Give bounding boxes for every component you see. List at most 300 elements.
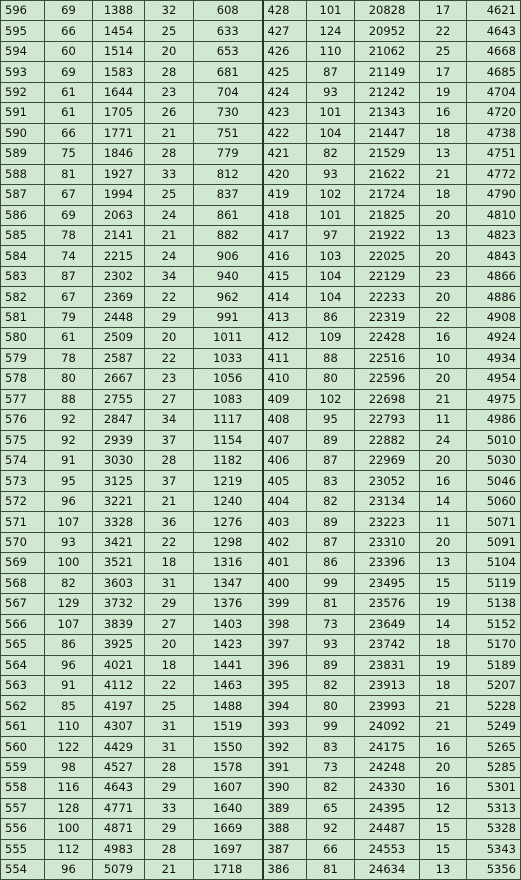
table-row <box>1 328 521 348</box>
table-row <box>1 410 521 430</box>
cell-count-a: 128 <box>45 798 93 818</box>
cell-score-a: 566 <box>1 614 45 634</box>
cell-cumulative-a: 4197 <box>93 696 145 716</box>
cell-score-c: 398 <box>263 614 307 634</box>
cell-cumulative-a: 3521 <box>93 553 145 573</box>
cell-count-c: 93 <box>307 82 355 102</box>
cell-count-d: 11 <box>420 512 467 532</box>
cell-count-c: 104 <box>307 266 355 286</box>
cell-cumulative-a: 1705 <box>93 103 145 123</box>
cell-cumulative-c: 24330 <box>355 778 420 798</box>
cell-score-a: 559 <box>1 757 45 777</box>
cell-cumulative-c: 24092 <box>355 716 420 736</box>
table-row <box>1 696 521 716</box>
cell-count-d: 18 <box>420 185 467 205</box>
table-row <box>1 287 521 307</box>
cell-count-b: 29 <box>145 594 194 614</box>
cell-score-a: 563 <box>1 675 45 695</box>
cell-cumulative-d: 5091 <box>467 532 521 552</box>
cell-score-a: 593 <box>1 62 45 82</box>
cell-cumulative-c: 21622 <box>355 164 420 184</box>
cell-cumulative-c: 23576 <box>355 594 420 614</box>
cell-cumulative-d: 4843 <box>467 246 521 266</box>
cell-count-b: 24 <box>145 246 194 266</box>
cell-cumulative-b: 1578 <box>194 757 263 777</box>
cell-count-b: 22 <box>145 348 194 368</box>
cell-cumulative-d: 5046 <box>467 471 521 491</box>
cell-cumulative-b: 1056 <box>194 369 263 389</box>
cell-cumulative-d: 5207 <box>467 675 521 695</box>
cell-count-d: 15 <box>420 573 467 593</box>
cell-count-b: 28 <box>145 839 194 859</box>
cell-score-a: 554 <box>1 860 45 880</box>
cell-score-c: 394 <box>263 696 307 716</box>
cell-cumulative-d: 4986 <box>467 410 521 430</box>
cell-cumulative-c: 23310 <box>355 532 420 552</box>
cell-cumulative-c: 22793 <box>355 410 420 430</box>
cell-cumulative-d: 4886 <box>467 287 521 307</box>
cell-cumulative-c: 23993 <box>355 696 420 716</box>
cell-count-c: 102 <box>307 389 355 409</box>
cell-score-c: 424 <box>263 82 307 102</box>
cell-cumulative-c: 21343 <box>355 103 420 123</box>
cell-count-d: 12 <box>420 798 467 818</box>
cell-cumulative-b: 704 <box>194 82 263 102</box>
cell-cumulative-a: 1771 <box>93 123 145 143</box>
cell-cumulative-c: 24634 <box>355 860 420 880</box>
cell-cumulative-c: 22969 <box>355 450 420 470</box>
cell-cumulative-d: 4772 <box>467 164 521 184</box>
cell-cumulative-b: 1550 <box>194 737 263 757</box>
cell-count-d: 19 <box>420 82 467 102</box>
cell-count-b: 20 <box>145 635 194 655</box>
table-row <box>1 594 521 614</box>
cell-count-a: 78 <box>45 225 93 245</box>
cell-score-a: 573 <box>1 471 45 491</box>
cell-count-b: 23 <box>145 82 194 102</box>
cell-cumulative-d: 4908 <box>467 307 521 327</box>
cell-count-d: 21 <box>420 716 467 736</box>
cell-count-c: 82 <box>307 675 355 695</box>
cell-score-c: 427 <box>263 21 307 41</box>
cell-score-c: 395 <box>263 675 307 695</box>
cell-count-c: 66 <box>307 839 355 859</box>
cell-cumulative-b: 1276 <box>194 512 263 532</box>
cell-count-c: 73 <box>307 614 355 634</box>
cell-cumulative-c: 23742 <box>355 635 420 655</box>
cell-cumulative-a: 4771 <box>93 798 145 818</box>
cell-count-d: 19 <box>420 594 467 614</box>
cell-count-a: 96 <box>45 491 93 511</box>
cell-cumulative-d: 4720 <box>467 103 521 123</box>
table-row <box>1 82 521 102</box>
cell-count-d: 16 <box>420 737 467 757</box>
table-row <box>1 716 521 736</box>
cell-score-a: 567 <box>1 594 45 614</box>
cell-count-c: 101 <box>307 103 355 123</box>
cell-cumulative-b: 906 <box>194 246 263 266</box>
cell-cumulative-d: 4685 <box>467 62 521 82</box>
cell-score-c: 413 <box>263 307 307 327</box>
table-row <box>1 655 521 675</box>
cell-cumulative-b: 1669 <box>194 819 263 839</box>
cell-count-d: 20 <box>420 246 467 266</box>
cell-count-c: 110 <box>307 41 355 61</box>
cell-count-d: 18 <box>420 675 467 695</box>
cell-count-d: 15 <box>420 819 467 839</box>
cell-count-d: 20 <box>420 369 467 389</box>
cell-count-d: 16 <box>420 103 467 123</box>
cell-cumulative-a: 4983 <box>93 839 145 859</box>
cell-cumulative-b: 1423 <box>194 635 263 655</box>
cell-score-c: 393 <box>263 716 307 736</box>
cell-cumulative-b: 1376 <box>194 594 263 614</box>
cell-cumulative-d: 4790 <box>467 185 521 205</box>
cell-cumulative-a: 4871 <box>93 819 145 839</box>
table-row <box>1 103 521 123</box>
table-row <box>1 225 521 245</box>
cell-score-c: 428 <box>263 1 307 21</box>
cell-count-c: 124 <box>307 21 355 41</box>
cell-score-a: 557 <box>1 798 45 818</box>
cell-cumulative-b: 1011 <box>194 328 263 348</box>
cell-count-c: 81 <box>307 594 355 614</box>
cell-cumulative-c: 21922 <box>355 225 420 245</box>
cell-count-c: 97 <box>307 225 355 245</box>
cell-score-a: 575 <box>1 430 45 450</box>
cell-count-c: 82 <box>307 778 355 798</box>
cell-cumulative-a: 1388 <box>93 1 145 21</box>
cell-score-c: 391 <box>263 757 307 777</box>
cell-cumulative-c: 22129 <box>355 266 420 286</box>
cell-cumulative-b: 1182 <box>194 450 263 470</box>
cell-count-d: 14 <box>420 491 467 511</box>
cell-cumulative-b: 1718 <box>194 860 263 880</box>
cell-count-c: 109 <box>307 328 355 348</box>
cell-cumulative-d: 5152 <box>467 614 521 634</box>
cell-score-c: 411 <box>263 348 307 368</box>
cell-score-c: 388 <box>263 819 307 839</box>
cell-score-c: 399 <box>263 594 307 614</box>
cell-score-c: 416 <box>263 246 307 266</box>
cell-cumulative-a: 2667 <box>93 369 145 389</box>
cell-score-a: 587 <box>1 185 45 205</box>
cell-cumulative-a: 4307 <box>93 716 145 736</box>
cell-score-a: 576 <box>1 410 45 430</box>
cell-count-b: 25 <box>145 696 194 716</box>
cell-count-d: 16 <box>420 778 467 798</box>
cell-cumulative-b: 1519 <box>194 716 263 736</box>
cell-count-a: 107 <box>45 614 93 634</box>
cell-cumulative-d: 5285 <box>467 757 521 777</box>
cell-count-a: 91 <box>45 450 93 470</box>
cell-count-a: 93 <box>45 532 93 552</box>
cell-count-c: 99 <box>307 716 355 736</box>
cell-cumulative-b: 779 <box>194 144 263 164</box>
cell-count-d: 25 <box>420 41 467 61</box>
cell-cumulative-d: 5265 <box>467 737 521 757</box>
cell-count-a: 88 <box>45 389 93 409</box>
cell-score-c: 405 <box>263 471 307 491</box>
cell-cumulative-d: 4823 <box>467 225 521 245</box>
cell-count-d: 13 <box>420 144 467 164</box>
table-row <box>1 185 521 205</box>
cell-cumulative-c: 23913 <box>355 675 420 695</box>
cell-count-a: 66 <box>45 21 93 41</box>
cell-count-b: 29 <box>145 307 194 327</box>
cell-count-d: 16 <box>420 471 467 491</box>
cell-count-b: 21 <box>145 491 194 511</box>
cell-score-a: 584 <box>1 246 45 266</box>
cell-cumulative-b: 633 <box>194 21 263 41</box>
cell-score-a: 555 <box>1 839 45 859</box>
cell-count-c: 87 <box>307 450 355 470</box>
cell-score-a: 583 <box>1 266 45 286</box>
cell-count-b: 28 <box>145 144 194 164</box>
cell-score-a: 595 <box>1 21 45 41</box>
cell-count-a: 78 <box>45 348 93 368</box>
cell-cumulative-c: 22233 <box>355 287 420 307</box>
cell-cumulative-a: 1846 <box>93 144 145 164</box>
cell-score-c: 408 <box>263 410 307 430</box>
cell-count-b: 36 <box>145 512 194 532</box>
cell-score-c: 414 <box>263 287 307 307</box>
cell-count-d: 11 <box>420 410 467 430</box>
cell-cumulative-c: 23052 <box>355 471 420 491</box>
cell-count-a: 74 <box>45 246 93 266</box>
cell-score-a: 558 <box>1 778 45 798</box>
cell-count-a: 110 <box>45 716 93 736</box>
cell-cumulative-c: 24248 <box>355 757 420 777</box>
table-row <box>1 573 521 593</box>
cell-score-a: 588 <box>1 164 45 184</box>
cell-cumulative-c: 20828 <box>355 1 420 21</box>
cell-cumulative-d: 5328 <box>467 819 521 839</box>
cell-score-a: 594 <box>1 41 45 61</box>
table-row <box>1 123 521 143</box>
cell-count-a: 122 <box>45 737 93 757</box>
table-row <box>1 860 521 880</box>
cell-count-d: 18 <box>420 123 467 143</box>
cell-cumulative-c: 24553 <box>355 839 420 859</box>
table-row <box>1 62 521 82</box>
cell-score-a: 569 <box>1 553 45 573</box>
cell-cumulative-b: 1316 <box>194 553 263 573</box>
cell-cumulative-b: 1117 <box>194 410 263 430</box>
cell-count-b: 29 <box>145 778 194 798</box>
table-row <box>1 1 521 21</box>
cell-count-d: 21 <box>420 164 467 184</box>
cell-count-c: 92 <box>307 819 355 839</box>
cell-cumulative-a: 1994 <box>93 185 145 205</box>
cell-count-b: 24 <box>145 205 194 225</box>
cell-count-d: 21 <box>420 696 467 716</box>
cell-count-d: 13 <box>420 860 467 880</box>
cell-cumulative-d: 4621 <box>467 1 521 21</box>
cell-cumulative-a: 4527 <box>93 757 145 777</box>
cell-cumulative-b: 1463 <box>194 675 263 695</box>
cell-count-b: 25 <box>145 185 194 205</box>
cell-count-c: 101 <box>307 205 355 225</box>
cell-cumulative-c: 21825 <box>355 205 420 225</box>
cell-count-a: 66 <box>45 123 93 143</box>
cell-count-b: 28 <box>145 757 194 777</box>
cell-cumulative-a: 2141 <box>93 225 145 245</box>
cell-count-b: 31 <box>145 716 194 736</box>
cell-cumulative-c: 22025 <box>355 246 420 266</box>
cell-cumulative-a: 3328 <box>93 512 145 532</box>
cell-count-a: 116 <box>45 778 93 798</box>
table-row <box>1 675 521 695</box>
cell-cumulative-d: 4738 <box>467 123 521 143</box>
cell-score-a: 568 <box>1 573 45 593</box>
cell-count-c: 99 <box>307 573 355 593</box>
cell-count-a: 61 <box>45 328 93 348</box>
cell-cumulative-d: 5104 <box>467 553 521 573</box>
cell-cumulative-d: 4934 <box>467 348 521 368</box>
cell-score-a: 578 <box>1 369 45 389</box>
cell-cumulative-d: 4643 <box>467 21 521 41</box>
cell-cumulative-b: 751 <box>194 123 263 143</box>
cell-count-b: 26 <box>145 103 194 123</box>
cell-cumulative-c: 23495 <box>355 573 420 593</box>
cell-count-d: 20 <box>420 450 467 470</box>
cell-count-b: 29 <box>145 819 194 839</box>
cell-cumulative-a: 1454 <box>93 21 145 41</box>
cell-cumulative-d: 5071 <box>467 512 521 532</box>
cell-cumulative-d: 5249 <box>467 716 521 736</box>
cell-count-a: 69 <box>45 62 93 82</box>
cell-cumulative-d: 5313 <box>467 798 521 818</box>
cell-count-a: 60 <box>45 41 93 61</box>
cell-cumulative-d: 5010 <box>467 430 521 450</box>
table-row <box>1 491 521 511</box>
cell-count-d: 10 <box>420 348 467 368</box>
cell-cumulative-a: 3839 <box>93 614 145 634</box>
cell-count-b: 28 <box>145 450 194 470</box>
cell-score-c: 426 <box>263 41 307 61</box>
cell-count-b: 32 <box>145 1 194 21</box>
cell-count-b: 37 <box>145 471 194 491</box>
table-row <box>1 430 521 450</box>
cell-count-d: 23 <box>420 266 467 286</box>
cell-count-a: 85 <box>45 696 93 716</box>
cell-cumulative-a: 3925 <box>93 635 145 655</box>
cell-cumulative-b: 991 <box>194 307 263 327</box>
cell-cumulative-c: 24487 <box>355 819 420 839</box>
cell-cumulative-a: 3125 <box>93 471 145 491</box>
cell-count-d: 20 <box>420 757 467 777</box>
cell-score-c: 417 <box>263 225 307 245</box>
cell-score-a: 560 <box>1 737 45 757</box>
cell-cumulative-a: 3421 <box>93 532 145 552</box>
cell-score-c: 403 <box>263 512 307 532</box>
cell-cumulative-c: 21062 <box>355 41 420 61</box>
cell-cumulative-a: 4643 <box>93 778 145 798</box>
cell-count-d: 21 <box>420 389 467 409</box>
cell-cumulative-a: 5079 <box>93 860 145 880</box>
cell-count-b: 18 <box>145 553 194 573</box>
cell-count-a: 112 <box>45 839 93 859</box>
cell-cumulative-b: 1298 <box>194 532 263 552</box>
cell-score-a: 581 <box>1 307 45 327</box>
cell-count-c: 81 <box>307 860 355 880</box>
cell-count-d: 16 <box>420 328 467 348</box>
cell-count-c: 101 <box>307 1 355 21</box>
cell-count-c: 86 <box>307 553 355 573</box>
cell-count-b: 28 <box>145 62 194 82</box>
cell-score-c: 396 <box>263 655 307 675</box>
cell-count-c: 93 <box>307 164 355 184</box>
table-row <box>1 839 521 859</box>
cell-score-a: 577 <box>1 389 45 409</box>
cell-cumulative-b: 681 <box>194 62 263 82</box>
cell-count-c: 82 <box>307 491 355 511</box>
cell-count-d: 20 <box>420 205 467 225</box>
cell-cumulative-b: 1154 <box>194 430 263 450</box>
cell-cumulative-d: 5170 <box>467 635 521 655</box>
cell-count-c: 95 <box>307 410 355 430</box>
cell-count-b: 27 <box>145 389 194 409</box>
cell-count-c: 103 <box>307 246 355 266</box>
cell-count-b: 22 <box>145 287 194 307</box>
cell-score-a: 565 <box>1 635 45 655</box>
cell-count-c: 89 <box>307 512 355 532</box>
cell-cumulative-c: 22516 <box>355 348 420 368</box>
cell-count-a: 86 <box>45 635 93 655</box>
cell-count-d: 13 <box>420 225 467 245</box>
cell-count-b: 37 <box>145 430 194 450</box>
cell-score-a: 570 <box>1 532 45 552</box>
cell-cumulative-a: 3221 <box>93 491 145 511</box>
cell-score-a: 561 <box>1 716 45 736</box>
cell-cumulative-c: 23831 <box>355 655 420 675</box>
cell-count-a: 87 <box>45 266 93 286</box>
cell-cumulative-a: 1927 <box>93 164 145 184</box>
cell-cumulative-d: 4954 <box>467 369 521 389</box>
cell-count-b: 21 <box>145 225 194 245</box>
cell-cumulative-b: 730 <box>194 103 263 123</box>
cell-count-c: 83 <box>307 471 355 491</box>
cell-count-d: 17 <box>420 1 467 21</box>
cell-count-a: 95 <box>45 471 93 491</box>
cell-cumulative-c: 22596 <box>355 369 420 389</box>
cell-cumulative-a: 2939 <box>93 430 145 450</box>
cell-cumulative-b: 1083 <box>194 389 263 409</box>
cell-count-a: 92 <box>45 410 93 430</box>
cell-count-d: 20 <box>420 532 467 552</box>
cell-cumulative-a: 2302 <box>93 266 145 286</box>
cell-count-b: 33 <box>145 164 194 184</box>
cell-cumulative-c: 22319 <box>355 307 420 327</box>
cell-count-a: 92 <box>45 430 93 450</box>
cell-count-c: 87 <box>307 532 355 552</box>
cell-count-b: 25 <box>145 21 194 41</box>
cell-cumulative-a: 1644 <box>93 82 145 102</box>
cell-score-c: 406 <box>263 450 307 470</box>
cell-score-a: 580 <box>1 328 45 348</box>
cell-count-b: 21 <box>145 123 194 143</box>
cell-cumulative-b: 1640 <box>194 798 263 818</box>
cell-cumulative-c: 20952 <box>355 21 420 41</box>
cell-score-c: 425 <box>263 62 307 82</box>
table-row <box>1 471 521 491</box>
cell-cumulative-c: 23134 <box>355 491 420 511</box>
cell-score-c: 407 <box>263 430 307 450</box>
cell-score-c: 421 <box>263 144 307 164</box>
cell-count-b: 20 <box>145 328 194 348</box>
cell-score-a: 556 <box>1 819 45 839</box>
